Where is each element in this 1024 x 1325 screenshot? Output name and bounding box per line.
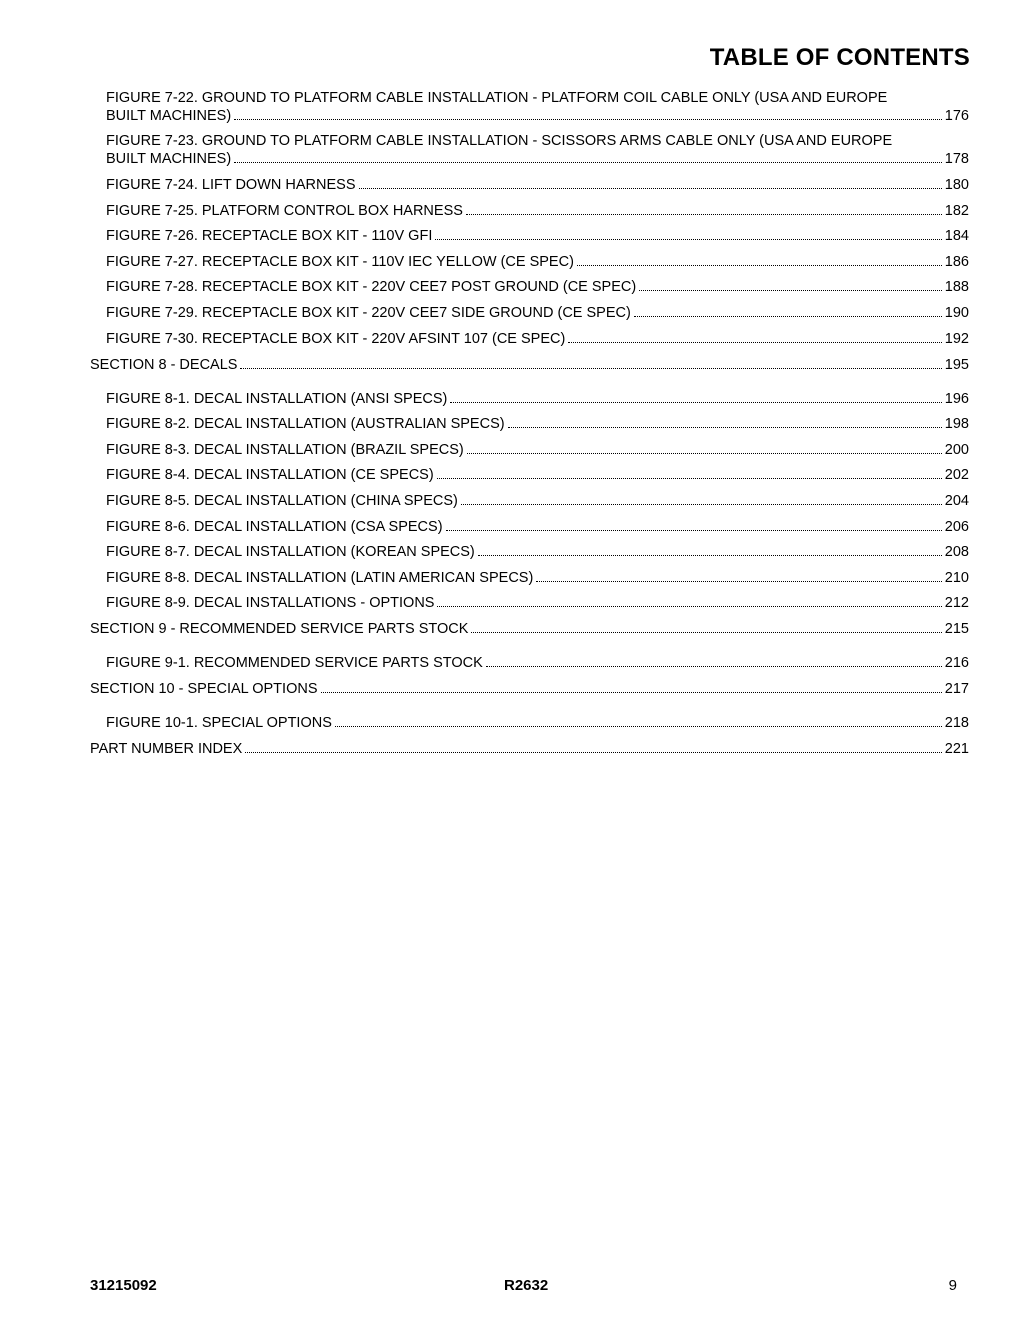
toc-figure-entry bbox=[90, 654, 969, 671]
toc-entry-title: SECTION 8 - DECALS bbox=[90, 356, 238, 373]
dot-leader bbox=[437, 466, 942, 479]
toc-entry-page: 190 bbox=[944, 304, 969, 321]
toc-section-entry bbox=[90, 620, 969, 637]
dot-leader bbox=[321, 680, 942, 693]
dot-leader bbox=[450, 390, 941, 403]
toc-entry-title: FIGURE 8-2. DECAL INSTALLATION (AUSTRALIAN SPECS) bbox=[106, 416, 505, 433]
toc-entry-page: 215 bbox=[944, 621, 969, 638]
table-of-contents bbox=[90, 90, 969, 774]
toc-entry-page: 192 bbox=[944, 330, 969, 347]
dot-leader bbox=[466, 202, 942, 215]
toc-entry-page: 217 bbox=[944, 681, 969, 698]
toc-section-entry bbox=[90, 680, 969, 697]
toc-figure-entry bbox=[90, 518, 969, 535]
toc-entry-title: FIGURE 7-29. RECEPTACLE BOX KIT - 220V CEE7 SIDE GROUND (CE SPEC) bbox=[106, 304, 631, 321]
toc-entry-page: 180 bbox=[944, 177, 969, 193]
dot-leader bbox=[240, 356, 941, 369]
dot-leader bbox=[568, 330, 941, 343]
dot-leader bbox=[486, 654, 942, 667]
dot-leader bbox=[639, 278, 942, 291]
dot-leader bbox=[461, 492, 942, 505]
toc-entry-page: 195 bbox=[944, 356, 969, 373]
dot-leader bbox=[359, 176, 942, 189]
toc-entry-title: FIGURE 7-30. RECEPTACLE BOX KIT - 220V AFSINT 107 (CE SPEC) bbox=[106, 330, 566, 347]
toc-figure-entry bbox=[90, 176, 969, 193]
toc-figure-entry bbox=[90, 594, 969, 611]
dot-leader bbox=[335, 714, 942, 727]
toc-entry-page: 200 bbox=[944, 441, 969, 458]
toc-figure-entry bbox=[90, 133, 969, 167]
toc-figure-entry bbox=[90, 466, 969, 483]
toc-entry-title: FIGURE 7-27. RECEPTACLE BOX KIT - 110V IEC YELLOW (CE SPEC) bbox=[106, 253, 574, 270]
toc-entry-page: 212 bbox=[944, 595, 969, 612]
toc-entry-title: BUILT MACHINES) bbox=[106, 108, 232, 124]
toc-entry-title: FIGURE 7-28. RECEPTACLE BOX KIT - 220V CEE7 POST GROUND (CE SPEC) bbox=[106, 279, 637, 296]
toc-entry-page: 186 bbox=[944, 253, 969, 270]
toc-figure-entry bbox=[90, 569, 969, 586]
toc-entry-title: FIGURE 7-26. RECEPTACLE BOX KIT - 110V GFI bbox=[106, 228, 433, 245]
dot-leader bbox=[536, 569, 942, 582]
toc-figure-entry bbox=[90, 714, 969, 731]
toc-section-entry bbox=[90, 356, 969, 373]
toc-entry-title: FIGURE 10-1. SPECIAL OPTIONS bbox=[106, 715, 332, 732]
toc-entry-title: FIGURE 8-1. DECAL INSTALLATION (ANSI SPECS) bbox=[106, 390, 448, 407]
dot-leader bbox=[577, 253, 942, 266]
toc-entry-title: FIGURE 8-8. DECAL INSTALLATION (LATIN AMERICAN SPECS) bbox=[106, 569, 534, 586]
toc-entry-title: FIGURE 8-4. DECAL INSTALLATION (CE SPECS) bbox=[106, 467, 434, 484]
dot-leader bbox=[467, 441, 942, 454]
toc-entry-title: FIGURE 9-1. RECOMMENDED SERVICE PARTS STOCK bbox=[106, 655, 483, 672]
toc-figure-entry bbox=[90, 90, 969, 124]
toc-entry-page: 184 bbox=[944, 228, 969, 245]
toc-figure-entry bbox=[90, 304, 969, 321]
dot-leader bbox=[478, 543, 942, 556]
model-number: R2632 bbox=[504, 1277, 549, 1294]
toc-figure-entry bbox=[90, 253, 969, 270]
toc-figure-entry bbox=[90, 278, 969, 295]
toc-entry-page: 221 bbox=[944, 741, 969, 758]
toc-figure-entry bbox=[90, 415, 969, 432]
toc-figure-entry bbox=[90, 227, 969, 244]
toc-entry-title: FIGURE 8-7. DECAL INSTALLATION (KOREAN SPECS) bbox=[106, 544, 475, 561]
toc-entry-page: 176 bbox=[944, 108, 969, 124]
page-number: 9 bbox=[948, 1277, 957, 1294]
toc-entry-page: 208 bbox=[944, 544, 969, 561]
toc-entry-page: 202 bbox=[944, 467, 969, 484]
toc-figure-entry bbox=[90, 441, 969, 458]
toc-entry-title: FIGURE 7-24. LIFT DOWN HARNESS bbox=[106, 177, 356, 193]
page-title: TABLE OF CONTENTS bbox=[709, 44, 970, 71]
toc-figure-entry bbox=[90, 330, 969, 347]
toc-entry-title: BUILT MACHINES) bbox=[106, 151, 232, 167]
toc-entry-title: FIGURE 7-25. PLATFORM CONTROL BOX HARNESS bbox=[106, 202, 463, 219]
toc-entry-page: 178 bbox=[944, 151, 969, 167]
dot-leader bbox=[245, 740, 942, 753]
toc-entry-title: FIGURE 8-9. DECAL INSTALLATIONS - OPTIONS bbox=[106, 595, 435, 612]
toc-figure-entry bbox=[90, 492, 969, 509]
toc-entry-page: 198 bbox=[944, 416, 969, 433]
toc-entry-title: FIGURE 8-6. DECAL INSTALLATION (CSA SPECS) bbox=[106, 518, 443, 535]
dot-leader bbox=[435, 227, 941, 240]
toc-figure-entry bbox=[90, 202, 969, 219]
toc-entry-title: PART NUMBER INDEX bbox=[90, 741, 243, 758]
toc-entry-page: 218 bbox=[944, 715, 969, 732]
dot-leader bbox=[437, 594, 941, 607]
dot-leader bbox=[234, 150, 942, 163]
toc-entry-page: 210 bbox=[944, 569, 969, 586]
toc-figure-entry bbox=[90, 543, 969, 560]
dot-leader bbox=[634, 304, 942, 317]
toc-entry-page: 216 bbox=[944, 655, 969, 672]
toc-entry-title-line1: FIGURE 7-23. GROUND TO PLATFORM CABLE INSTALLATION - SCISSORS ARMS CABLE ONLY (USA AND EUROPE bbox=[106, 133, 893, 149]
toc-entry-title: SECTION 9 - RECOMMENDED SERVICE PARTS STOCK bbox=[90, 621, 469, 638]
dot-leader bbox=[471, 620, 941, 633]
dot-leader bbox=[508, 415, 942, 428]
toc-entry-page: 196 bbox=[944, 390, 969, 407]
toc-section-entry bbox=[90, 740, 969, 757]
toc-entry-title-line1: FIGURE 7-22. GROUND TO PLATFORM CABLE INSTALLATION - PLATFORM COIL CABLE ONLY (USA AND EUROPE bbox=[106, 90, 888, 106]
toc-entry-page: 206 bbox=[944, 518, 969, 535]
toc-entry-title: FIGURE 8-3. DECAL INSTALLATION (BRAZIL SPECS) bbox=[106, 441, 464, 458]
toc-entry-page: 188 bbox=[944, 279, 969, 296]
toc-entry-page: 182 bbox=[944, 202, 969, 219]
toc-entry-page: 204 bbox=[944, 492, 969, 509]
dot-leader bbox=[446, 518, 942, 531]
page-footer bbox=[90, 1277, 969, 1297]
toc-figure-entry bbox=[90, 390, 969, 407]
toc-entry-title: FIGURE 8-5. DECAL INSTALLATION (CHINA SPECS) bbox=[106, 492, 458, 509]
document-number: 31215092 bbox=[90, 1277, 157, 1294]
dot-leader bbox=[234, 107, 942, 120]
toc-entry-title: SECTION 10 - SPECIAL OPTIONS bbox=[90, 681, 318, 698]
